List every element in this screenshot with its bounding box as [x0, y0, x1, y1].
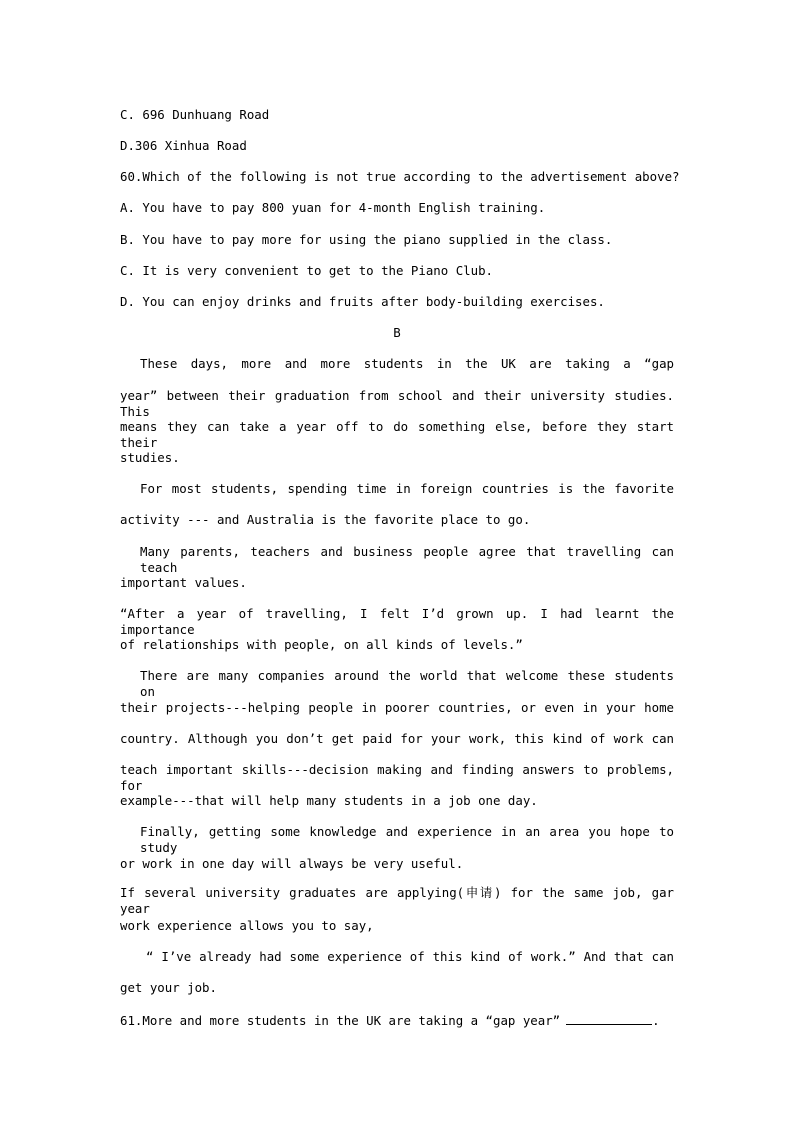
paragraph-1-line-1: These days, more and more students in the UK are taking a “gap	[140, 356, 674, 371]
paragraph-7-line-2: get your job.	[120, 980, 217, 995]
question-61-period: .	[652, 1013, 660, 1028]
answer-blank[interactable]	[566, 1012, 652, 1025]
section-heading: B	[393, 325, 401, 340]
question-61-text: 61.More and more students in the UK are taking a “gap year”	[120, 1013, 561, 1028]
paragraph-3-line-1: Many parents, teachers and business people agree that travelling can teach	[140, 544, 674, 575]
option-d-59: D.306 Xinhua Road	[120, 138, 247, 153]
paragraph-1-line-4: studies.	[120, 450, 180, 465]
option-b-60: B. You have to pay more for using the piano supplied in the class.	[120, 232, 613, 247]
paragraph-2-line-2: activity --- and Australia is the favorite place to go.	[120, 512, 531, 527]
paragraph-4-line-5: example---that will help many students in a job one day.	[120, 793, 538, 808]
question-61	[120, 1012, 674, 1028]
quote-line-2: of relationships with people, on all kinds of levels.”	[120, 637, 523, 652]
paragraph-5-line-2: or work in one day will always be very useful.	[120, 856, 464, 871]
option-c-60: C. It is very convenient to get to the Piano Club.	[120, 263, 493, 278]
option-a-60: A. You have to pay 800 yuan for 4-month English training.	[120, 200, 546, 215]
paragraph-6-line-2: work experience allows you to say,	[120, 918, 374, 933]
paragraph-4-line-2: their projects---helping people in poorer countries, or even in your home	[120, 700, 674, 715]
paragraph-1-line-3: means they can take a year off to do something else, before they start their	[120, 419, 674, 450]
paragraph-4-line-4: teach important skills---decision making and finding answers to problems, for	[120, 762, 674, 793]
question-60: 60.Which of the following is not true according to the advertisement above?	[120, 169, 680, 184]
option-c-59: C. 696 Dunhuang Road	[120, 107, 270, 122]
paragraph-5-line-1: Finally, getting some knowledge and experience in an area you hope to study	[140, 824, 674, 855]
option-d-60: D. You can enjoy drinks and fruits after body-building exercises.	[120, 294, 605, 309]
paragraph-4-line-3: country. Although you don’t get paid for your work, this kind of work can	[120, 731, 674, 746]
paragraph-7-line-1: “ I’ve already had some experience of this kind of work.” And that can	[146, 949, 674, 964]
paragraph-3-line-2: important values.	[120, 575, 247, 590]
paragraph-1-line-2: year” between their graduation from school and their university studies. This	[120, 388, 674, 419]
paragraph-2-line-1: For most students, spending time in foreign countries is the favorite	[140, 481, 674, 496]
quote-line-1: “After a year of travelling, I felt I’d grown up. I had learnt the importance	[120, 606, 674, 637]
paragraph-6-line-1: If several university graduates are applying(申请) for the same job, gar year	[120, 885, 674, 916]
paragraph-4-line-1: There are many companies around the world that welcome these students on	[140, 668, 674, 699]
